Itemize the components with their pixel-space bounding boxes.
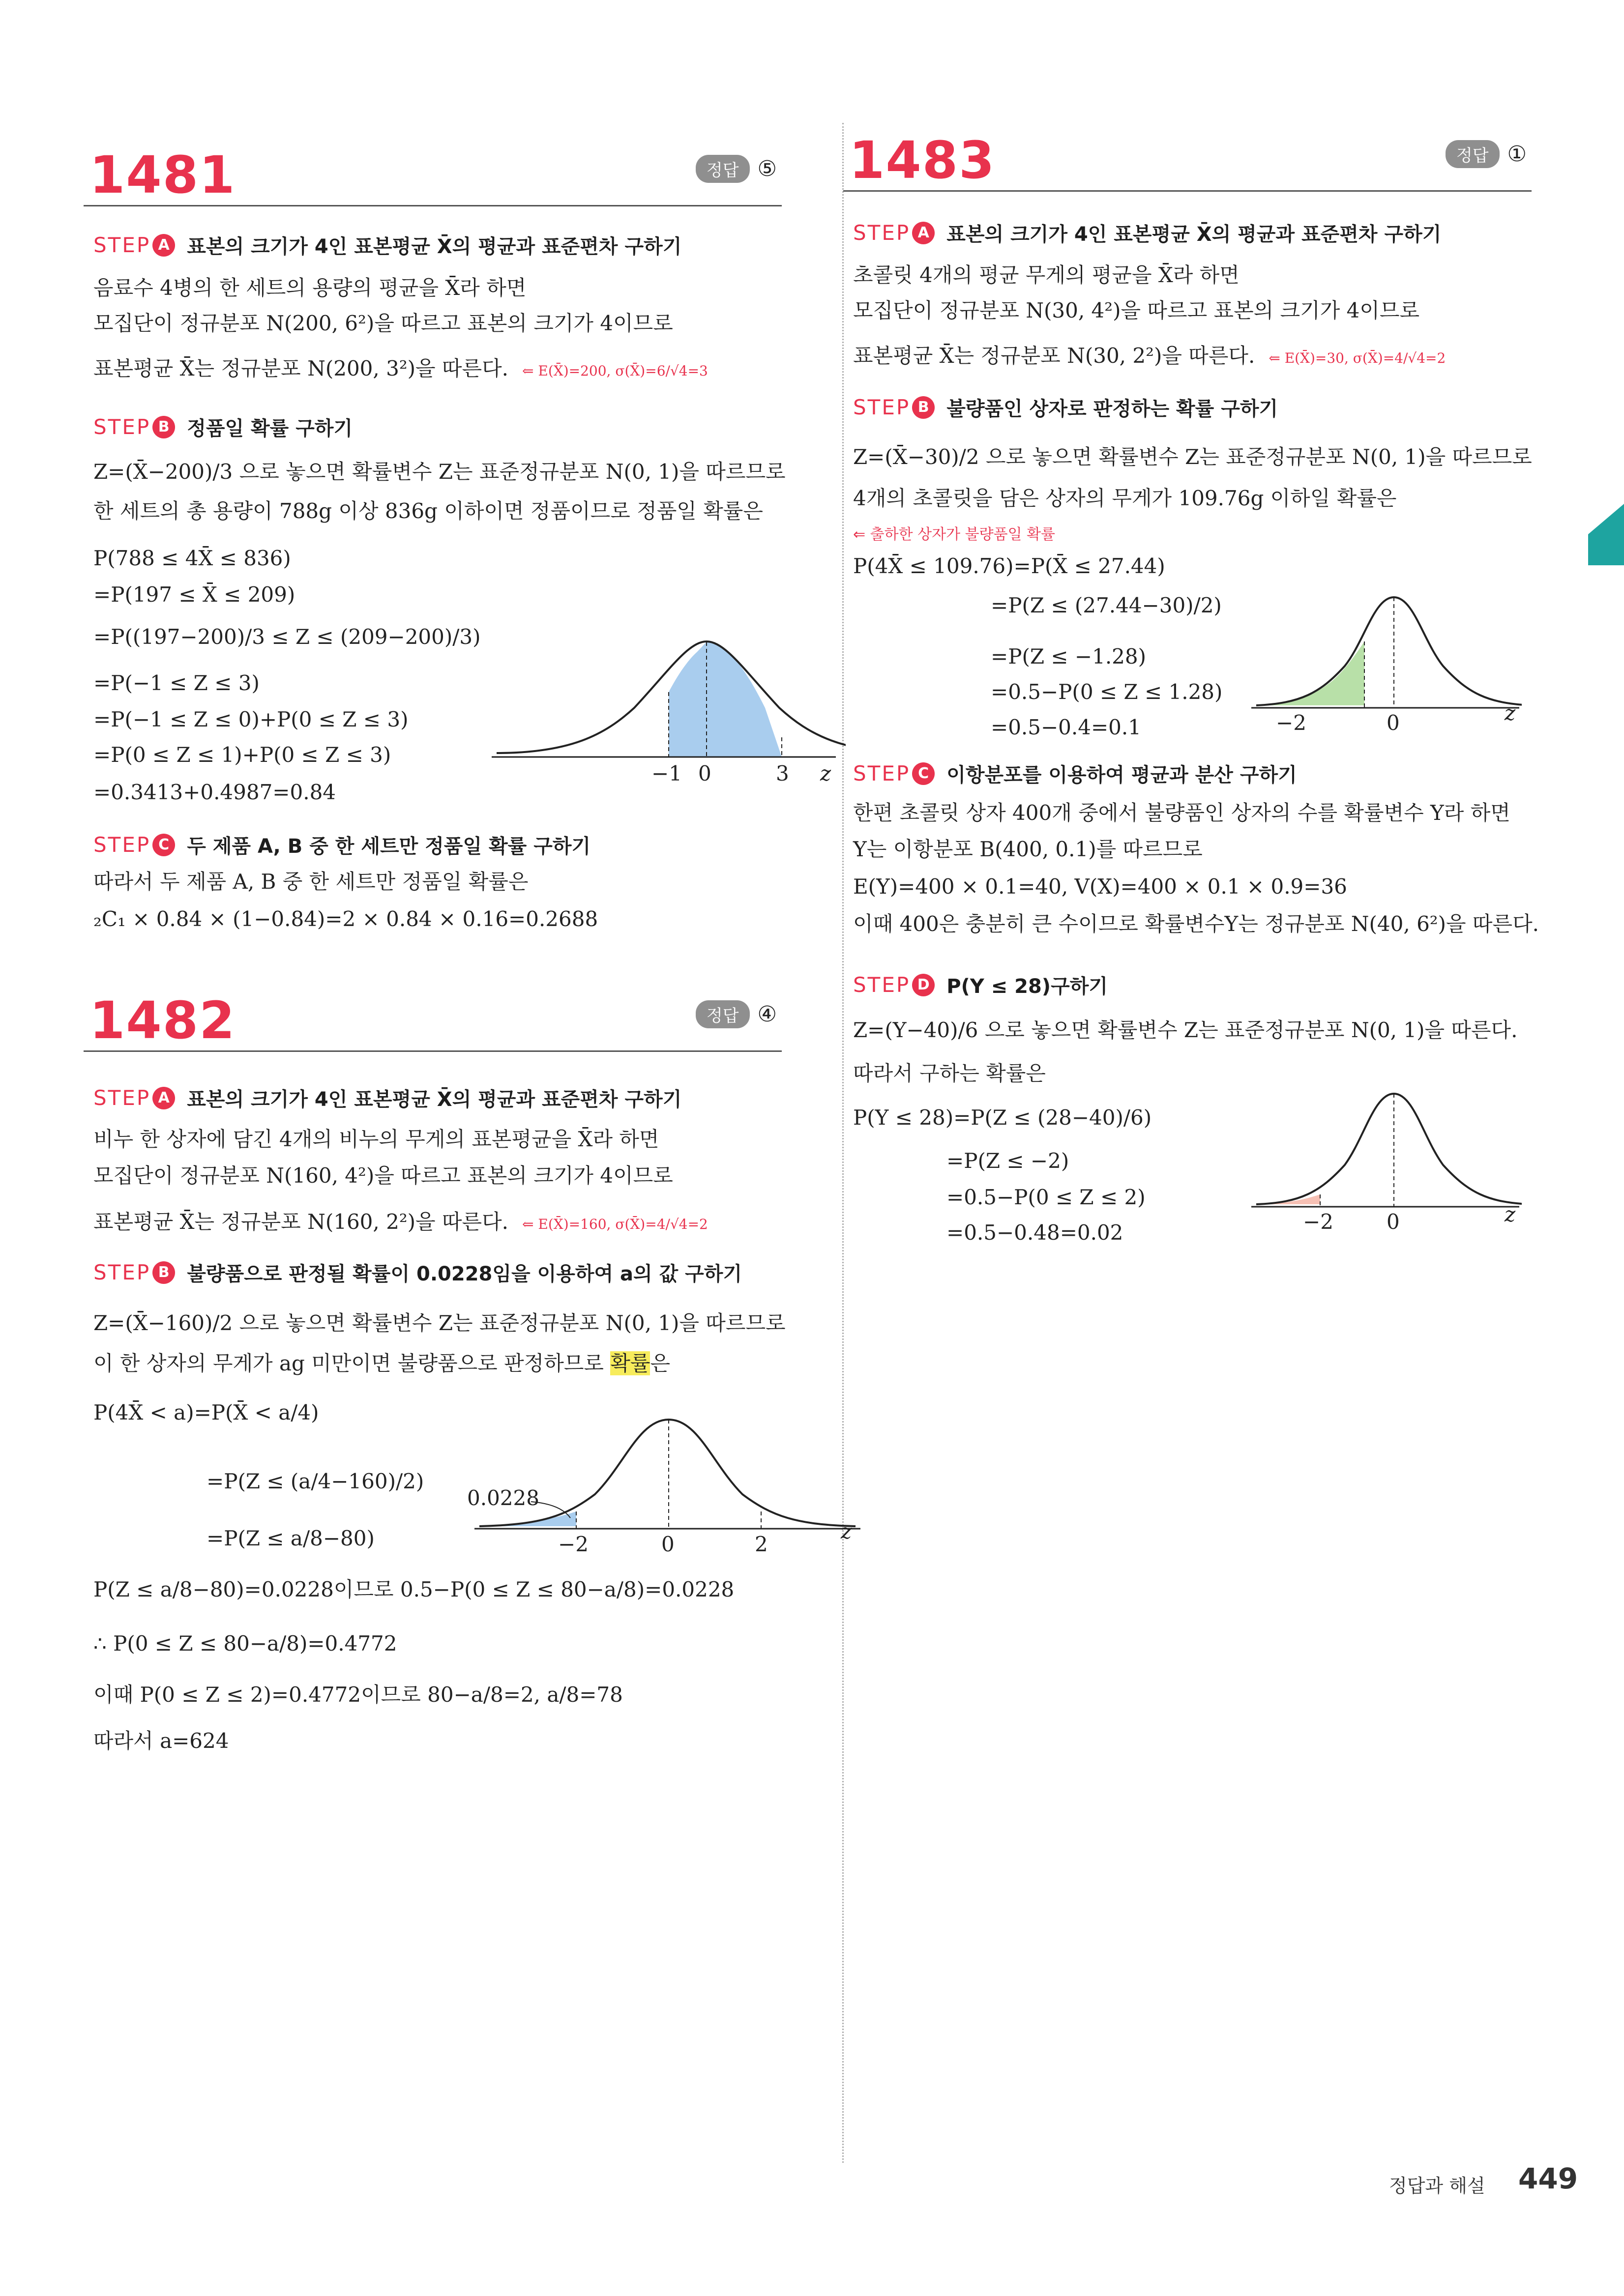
text-line: 비누 한 상자에 담긴 4개의 비누의 무게의 표본평균을 X̄라 하면: [93, 1127, 659, 1151]
math-line: =P(197 ≤ X̄ ≤ 209): [93, 582, 295, 607]
tick-label: −2: [1276, 711, 1306, 735]
step-b-heading: [93, 413, 353, 441]
step-title: 표본의 크기가 4인 표본평균 X̄의 평균과 표준편차 구하기: [187, 1088, 682, 1111]
math-line: E(Y)=400 × 0.1=40, V(X)=400 × 0.1 × 0.9=36: [853, 874, 1347, 899]
area-label: 0.0228: [467, 1486, 539, 1510]
step-title: 두 제품 A, B 중 한 세트만 정품일 확률 구하기: [187, 835, 591, 858]
answer-value: ①: [1507, 142, 1527, 167]
normal-curve-graph: [467, 1411, 875, 1558]
step-word: STEP: [93, 1086, 151, 1110]
step-word: STEP: [93, 415, 151, 439]
tick-label: 0: [1387, 1210, 1400, 1234]
text-line: 4개의 초콜릿을 담은 상자의 무게가 109.76g 이하일 확률은: [853, 486, 1397, 510]
step-c-heading: [853, 759, 1297, 787]
header-rule: [843, 190, 1532, 192]
answer-badge: 정답: [696, 1000, 750, 1028]
tick-label: −2: [558, 1532, 589, 1556]
header-rule: [84, 205, 782, 206]
step-word: STEP: [853, 221, 911, 245]
text-line-main: 이 한 상자의 무게가 ag 미만이면 불량품으로 판정하므로: [93, 1351, 611, 1375]
side-note: ⇐ E(X̄)=30, σ(X̄)=4/√4=2: [1269, 350, 1446, 366]
shaded-area: [1256, 641, 1364, 705]
step-d-heading: [853, 971, 1108, 999]
text-line: 음료수 4병의 한 세트의 용량의 평균을 X̄라 하면: [93, 276, 527, 300]
problem-1482-header: [84, 990, 782, 1052]
header-rule: [84, 1050, 782, 1052]
text-line: [853, 344, 1446, 368]
step-title: 이항분포를 이용하여 평균과 분산 구하기: [946, 764, 1297, 786]
problem-1483-header: [843, 130, 1532, 192]
problem-number: 1483: [849, 130, 996, 190]
normal-curve-graph: [492, 624, 846, 786]
math-line: =0.5−0.48=0.02: [946, 1221, 1123, 1245]
math-line: =0.3413+0.4987=0.84: [93, 780, 336, 804]
step-b-heading: [93, 1258, 742, 1286]
text-line: Z=(Y−40)/6 으로 놓으면 확률변수 Z는 표준정규분포 N(0, 1)을 따른다.: [853, 1018, 1518, 1042]
problem-number: 1482: [89, 990, 236, 1050]
step-letter-icon: C: [912, 762, 935, 785]
axis-label: z: [820, 761, 831, 785]
axis-label: z: [1505, 701, 1516, 725]
step-word: STEP: [93, 1260, 151, 1284]
text-line: 모집단이 정규분포 N(30, 4²)을 따르고 표본의 크기가 4이므로: [853, 298, 1420, 322]
step-a-heading: [93, 1084, 681, 1112]
text-line: 모집단이 정규분포 N(200, 6²)을 따르고 표본의 크기가 4이므로: [93, 311, 673, 335]
step-letter-icon: B: [912, 396, 935, 419]
answer-box: [696, 155, 777, 183]
tick-label: 3: [776, 761, 789, 785]
tick-label: 0: [661, 1532, 675, 1556]
math-line: ₂C₁ × 0.84 × (1−0.84)=2 × 0.84 × 0.16=0.2688: [93, 907, 598, 931]
step-title: 정품일 확률 구하기: [187, 417, 353, 440]
step-letter-icon: B: [152, 416, 175, 438]
answer-box: [696, 1000, 777, 1028]
tick-label: 0: [1387, 711, 1400, 735]
text-line: Z=(X̄−30)/2 으로 놓으면 확률변수 Z는 표준정규분포 N(0, 1)을 따르므로: [853, 445, 1532, 469]
text-line-main: 표본평균 X̄는 정규분포 N(30, 2²)을 따른다.: [853, 344, 1255, 368]
step-title: P(Y ≤ 28)구하기: [946, 975, 1108, 998]
highlighted-word: 확률: [610, 1351, 650, 1375]
tick-label: −1: [651, 761, 682, 785]
step-letter-icon: B: [152, 1261, 175, 1284]
axis-label: z: [1505, 1202, 1516, 1226]
answer-box: [1446, 140, 1527, 168]
tick-label: −2: [1303, 1210, 1333, 1234]
page-number: 449: [1518, 2162, 1578, 2195]
math-line: P(788 ≤ 4X̄ ≤ 836): [93, 546, 291, 570]
step-title: 표본의 크기가 4인 표본평균 X̄의 평균과 표준편차 구하기: [187, 235, 682, 258]
problem-1481-header: [84, 147, 782, 206]
text-line: Z=(X̄−200)/3 으로 놓으면 확률변수 Z는 표준정규분포 N(0, 1)을 따르므로: [93, 460, 786, 484]
text-line: [93, 1210, 708, 1234]
tick-label: 0: [698, 761, 711, 785]
side-note: ⇐ E(X̄)=160, σ(X̄)=4/√4=2: [522, 1216, 708, 1232]
step-word: STEP: [853, 395, 911, 419]
footer-section-title: 정답과 해설: [1389, 2175, 1485, 2197]
answer-value: ⑤: [757, 156, 777, 181]
text-line: [93, 357, 708, 380]
math-line: =0.5−P(0 ≤ Z ≤ 2): [946, 1185, 1146, 1209]
step-c-heading: [93, 831, 591, 859]
step-b-heading: [853, 393, 1278, 421]
axis-label: z: [841, 1519, 852, 1543]
step-letter-icon: A: [152, 234, 175, 257]
text-line: 초콜릿 4개의 평균 무게의 평균을 X̄라 하면: [853, 263, 1240, 287]
answer-badge: 정답: [696, 155, 750, 183]
tick-label: 2: [755, 1532, 768, 1556]
math-line: =P((197−200)/3 ≤ Z ≤ (209−200)/3): [93, 625, 481, 649]
math-line: =P(Z ≤ a/8−80): [207, 1526, 375, 1550]
step-letter-icon: C: [152, 834, 175, 856]
text-line: 한 세트의 총 용량이 788g 이상 836g 이하이면 정품이므로 정품일 확률은: [93, 499, 763, 523]
column-divider: [842, 123, 844, 2163]
side-note: ⇐ 출하한 상자가 불량품일 확률: [853, 526, 1056, 543]
step-letter-icon: A: [152, 1087, 175, 1109]
answer-badge: 정답: [1446, 140, 1500, 168]
step-word: STEP: [93, 833, 151, 857]
step-title: 불량품으로 판정될 확률이 0.0228임을 이용하여 a의 값 구하기: [187, 1263, 742, 1285]
text-line: [93, 1352, 670, 1375]
normal-curve: [479, 1420, 856, 1526]
text-line-end: 은: [650, 1351, 671, 1375]
side-note: ⇐ E(X̄)=200, σ(X̄)=6/√4=3: [522, 363, 708, 379]
text-line: Z=(X̄−160)/2 으로 놓으면 확률변수 Z는 표준정규분포 N(0, 1)을 따르므로: [93, 1311, 786, 1335]
math-line: ∴ P(0 ≤ Z ≤ 80−a/8)=0.4772: [93, 1631, 397, 1656]
shaded-area: [669, 642, 782, 757]
text-line: 이때 400은 충분히 큰 수이므로 확률변수Y는 정규분포 N(40, 6²)을 따른다.: [853, 912, 1539, 936]
step-word: STEP: [853, 761, 911, 785]
problem-number: 1481: [89, 145, 236, 205]
math-line: =P(−1 ≤ Z ≤ 0)+P(0 ≤ Z ≤ 3): [93, 707, 409, 731]
text-line: 한편 초콜릿 상자 400개 중에서 불량품인 상자의 수를 확률변수 Y라 하면: [853, 801, 1510, 825]
step-title: 불량품인 상자로 판정하는 확률 구하기: [946, 398, 1278, 420]
normal-curve-graph: [1246, 1079, 1522, 1241]
text-line: 따라서 구하는 확률은: [853, 1061, 1046, 1085]
math-line: =0.5−0.4=0.1: [991, 715, 1141, 739]
step-a-heading: [853, 219, 1441, 247]
math-line: =P(Z ≤ −1.28): [991, 644, 1147, 668]
text-line: 따라서 두 제품 A, B 중 한 세트만 정품일 확률은: [93, 870, 529, 894]
text-line: 모집단이 정규분포 N(160, 4²)을 따르고 표본의 크기가 4이므로: [93, 1163, 673, 1188]
step-word: STEP: [853, 973, 911, 997]
math-line: =P(−1 ≤ Z ≤ 3): [93, 671, 260, 695]
step-letter-icon: A: [912, 222, 935, 244]
normal-curve: [1256, 597, 1522, 705]
normal-curve-graph: [1246, 587, 1522, 735]
math-line: P(Y ≤ 28)=P(Z ≤ (28−40)/6): [853, 1105, 1152, 1130]
math-line: =P(Z ≤ (27.44−30)/2): [991, 593, 1222, 617]
text-line: Y는 이항분포 B(400, 0.1)를 따르므로: [853, 837, 1203, 861]
math-line: =P(Z ≤ −2): [946, 1149, 1069, 1173]
math-line: 이때 P(0 ≤ Z ≤ 2)=0.4772이므로 80−a/8=2, a/8=78: [93, 1683, 623, 1707]
step-letter-icon: D: [912, 974, 935, 996]
math-line: P(4X̄ ≤ 109.76)=P(X̄ ≤ 27.44): [853, 554, 1165, 578]
math-line: =P(0 ≤ Z ≤ 1)+P(0 ≤ Z ≤ 3): [93, 743, 391, 767]
step-word: STEP: [93, 233, 151, 257]
math-line: 따라서 a=624: [93, 1729, 229, 1753]
math-line: P(Z ≤ a/8−80)=0.0228이므로 0.5−P(0 ≤ Z ≤ 80−a/8)=0.0228: [93, 1577, 735, 1601]
answer-value: ④: [757, 1002, 777, 1027]
math-line: =P(Z ≤ (a/4−160)/2): [207, 1469, 424, 1493]
step-title: 표본의 크기가 4인 표본평균 X̄의 평균과 표준편차 구하기: [946, 223, 1442, 246]
normal-curve: [1256, 1094, 1522, 1204]
math-line: P(4X̄ < a)=P(X̄ < a/4): [93, 1400, 319, 1424]
text-line-main: 표본평균 X̄는 정규분포 N(160, 2²)을 따른다.: [93, 1210, 509, 1234]
text-line-main: 표본평균 X̄는 정규분포 N(200, 3²)을 따른다.: [93, 356, 509, 380]
chapter-side-tab: [1588, 504, 1624, 565]
math-line: =0.5−P(0 ≤ Z ≤ 1.28): [991, 680, 1223, 704]
step-a-heading: [93, 231, 681, 259]
